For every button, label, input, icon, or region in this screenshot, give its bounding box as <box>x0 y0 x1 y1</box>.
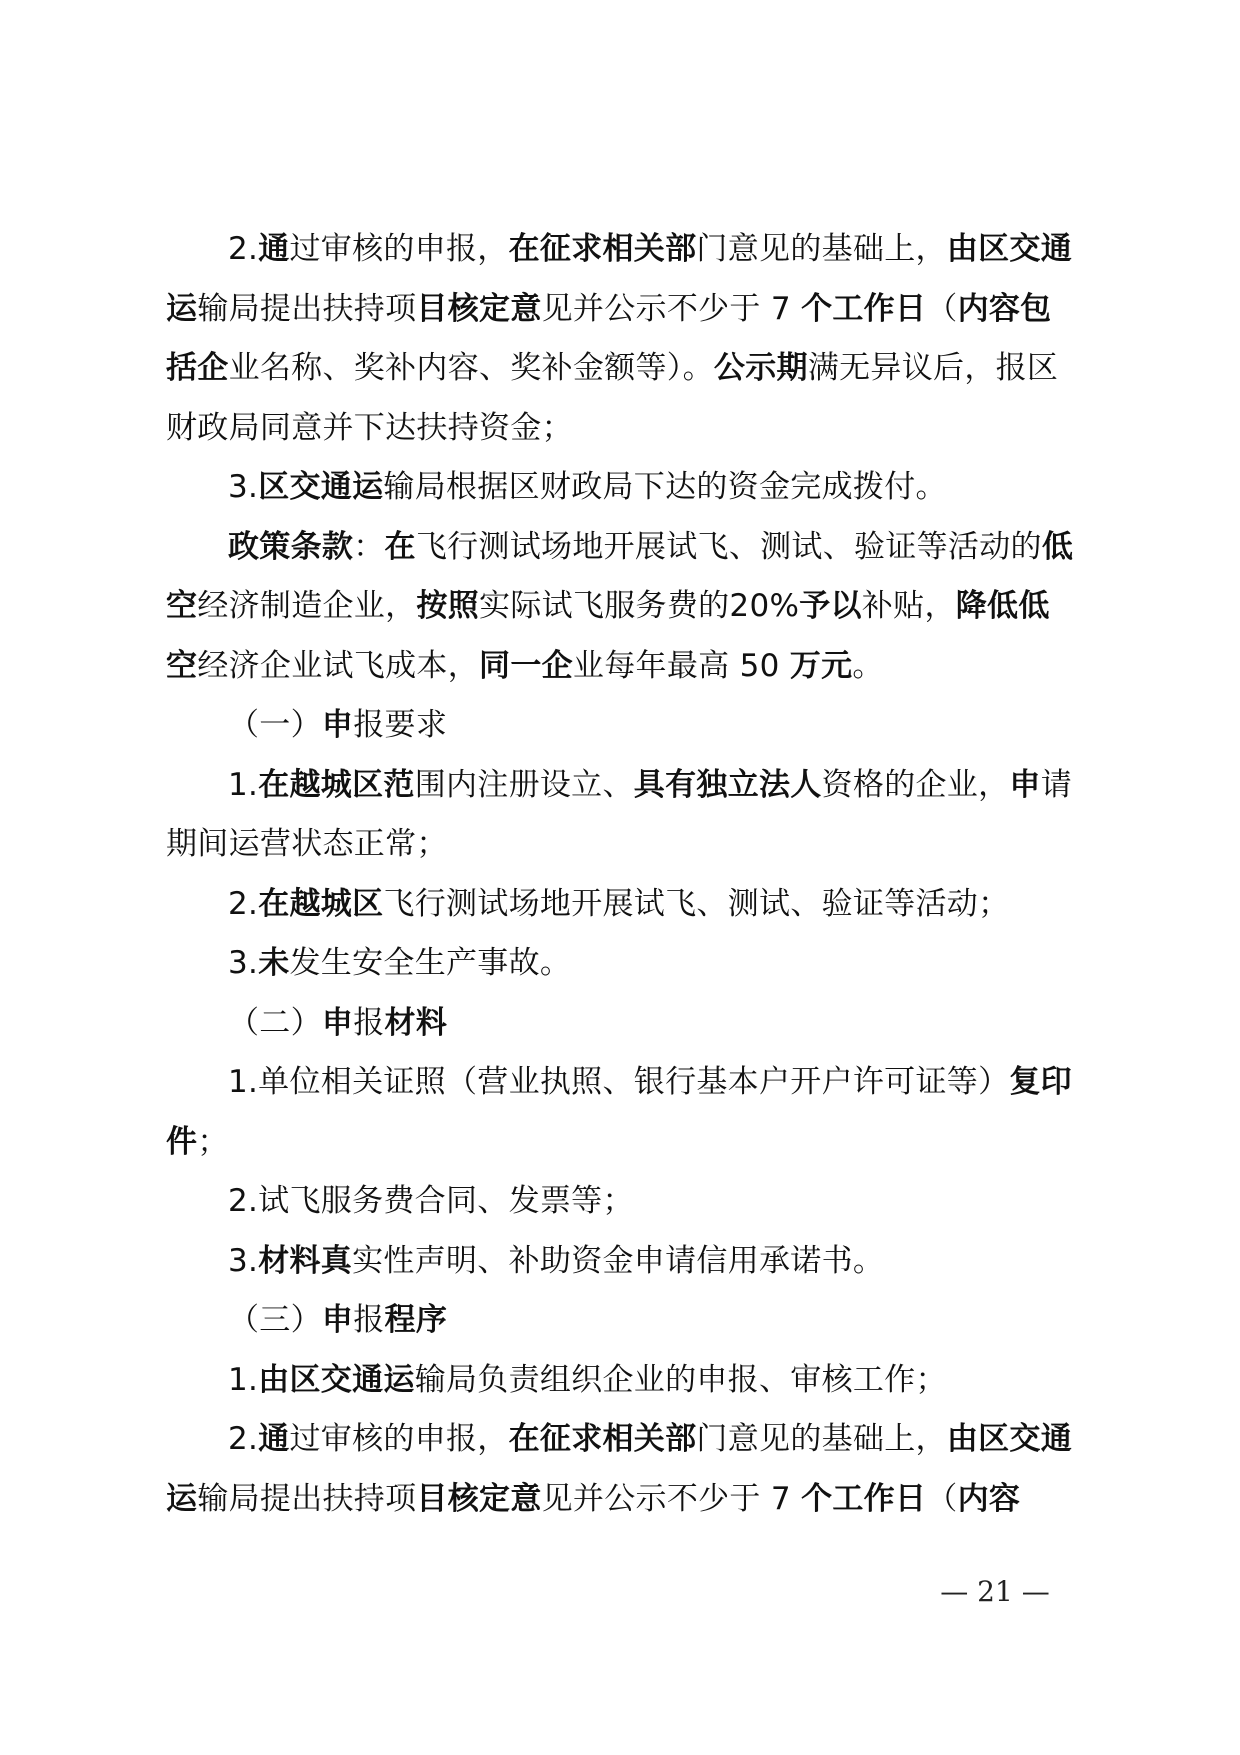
text-run: （三） <box>228 1302 322 1338</box>
text-run: 输局负责组织企业的申报、审核工作； <box>414 1361 947 1398</box>
bold-text-run: 在征求相关部 <box>508 231 697 267</box>
text-run: 发生安全生产事故。 <box>289 945 572 981</box>
paragraph <box>166 1410 1078 1529</box>
text-run: 围内注册设立、 <box>414 766 634 803</box>
bold-text-run: 由区交通运 <box>166 1421 1073 1517</box>
paragraph <box>166 875 1078 935</box>
bold-text-run: 予以 <box>799 588 862 624</box>
paragraph <box>166 756 1078 875</box>
bold-text-run: 程序 <box>384 1302 448 1338</box>
text-run: 资格的企业， <box>821 766 1010 803</box>
text-run: 经济企业试飞成本， <box>197 647 480 684</box>
text-run: 满无异议后，报区财政局同意并下达扶持资金； <box>166 350 1059 446</box>
text-run: 2. <box>228 1421 259 1457</box>
bold-text-run: 由区交通运 <box>166 231 1073 327</box>
text-run: 2. <box>228 231 259 267</box>
bold-text-run: 政策条款 <box>228 528 354 565</box>
text-run: 实际试飞服务费的20% <box>479 588 800 624</box>
text-run: （一） <box>228 707 322 743</box>
text-run: 实性声明、补助资金申请信用承诺书。 <box>352 1242 885 1279</box>
text-run: 见并公示不少于 7 <box>541 290 802 327</box>
bold-text-run: 未 <box>258 945 290 981</box>
bold-text-run: 内容包括企 <box>166 290 1052 386</box>
text-run: 请期间运营状态正常； <box>166 766 1073 862</box>
paragraph <box>166 1291 1078 1351</box>
text-run: 2. <box>228 885 259 922</box>
text-run: 报 <box>353 1302 385 1338</box>
text-run: 门意见的基础上， <box>696 231 947 267</box>
paragraph <box>166 934 1078 994</box>
text-run: 报 <box>353 1004 385 1041</box>
text-run: 报要求 <box>353 707 448 743</box>
paragraph <box>166 1172 1078 1232</box>
bold-text-run: 申 <box>321 707 354 743</box>
bold-text-run: 在越城区 <box>258 885 384 922</box>
text-run: ； <box>197 1123 229 1160</box>
text-run: 输局根据区财政局下达的资金完成拨付。 <box>383 469 947 505</box>
body-text <box>166 220 1078 1529</box>
paragraph <box>166 994 1078 1054</box>
bold-text-run: 申 <box>321 1004 354 1041</box>
text-run: 3. <box>228 469 259 505</box>
text-run: 3. <box>228 1242 259 1279</box>
text-run: （ <box>926 1480 958 1517</box>
paragraph <box>166 458 1078 518</box>
text-run: 见并公示不少于 7 <box>541 1480 802 1517</box>
text-run: 2.试飞服务费合同、发票等； <box>228 1183 634 1219</box>
text-run: （ <box>926 290 958 327</box>
bold-text-run: 个工作日 <box>801 1480 927 1517</box>
text-run: 飞行测试场地开展试飞、测试、验证等活动； <box>383 885 1010 922</box>
bold-text-run: 由区交通运 <box>258 1361 415 1398</box>
paragraph <box>166 518 1078 697</box>
text-run: 3. <box>228 945 259 981</box>
text-run: 过审核的申报， <box>289 1421 509 1457</box>
bold-text-run: 目核定意 <box>416 290 542 327</box>
bold-text-run: 按照 <box>416 588 480 624</box>
paragraph <box>166 220 1078 458</box>
text-run: 1. <box>228 1361 259 1398</box>
bold-text-run: 在越城区范 <box>258 766 415 803</box>
text-run: 补贴， <box>861 588 956 624</box>
bold-text-run: 申 <box>321 1302 354 1338</box>
bold-text-run: 在征求相关部 <box>508 1421 697 1457</box>
bold-text-run: 材料真 <box>258 1242 353 1279</box>
bold-text-run: 个工作日 <box>801 290 927 327</box>
text-run: 1.单位相关证照（营业执照、银行基本户开户许可证等） <box>228 1064 1010 1100</box>
text-run: （二） <box>228 1004 322 1041</box>
bold-text-run: 区交通运 <box>258 469 384 505</box>
text-run: 。 <box>852 647 884 684</box>
bold-text-run: 申 <box>1009 766 1041 803</box>
bold-text-run: 内容 <box>957 1480 1021 1517</box>
text-run: 门意见的基础上， <box>696 1421 947 1457</box>
paragraph <box>166 1351 1078 1411</box>
bold-text-run: 材料 <box>384 1004 448 1041</box>
bold-text-run: 万元 <box>789 647 853 684</box>
paragraph <box>166 696 1078 756</box>
text-run: 业名称、奖补内容、奖补金额等）。 <box>228 350 714 386</box>
bold-text-run: 具有独立法人 <box>633 766 822 803</box>
bold-text-run: 低空 <box>166 528 1074 624</box>
text-run: 飞行测试场地开展试飞、测试、验证等活动的 <box>415 528 1042 565</box>
bold-text-run: 通 <box>258 1421 290 1457</box>
text-run: 业每年最高 50 <box>572 647 790 684</box>
text-run: 经济制造企业， <box>197 588 417 624</box>
text-run: 输局提出扶持项 <box>197 1480 417 1517</box>
paragraph <box>166 1232 1078 1292</box>
text-run: ： <box>353 528 385 565</box>
page-number: — 21 — <box>940 1575 1050 1608</box>
bold-text-run: 同一企 <box>479 647 573 684</box>
bold-text-run: 通 <box>258 231 290 267</box>
text-run: 1. <box>228 766 259 803</box>
text-run: 过审核的申报， <box>289 231 509 267</box>
bold-text-run: 公示期 <box>713 350 808 386</box>
bold-text-run: 在 <box>384 528 416 565</box>
bold-text-run: 复印件 <box>166 1064 1072 1160</box>
bold-text-run: 降低低空 <box>166 588 1050 684</box>
paragraph <box>166 1053 1078 1172</box>
bold-text-run: 目核定意 <box>416 1480 542 1517</box>
text-run: 输局提出扶持项 <box>197 290 417 327</box>
